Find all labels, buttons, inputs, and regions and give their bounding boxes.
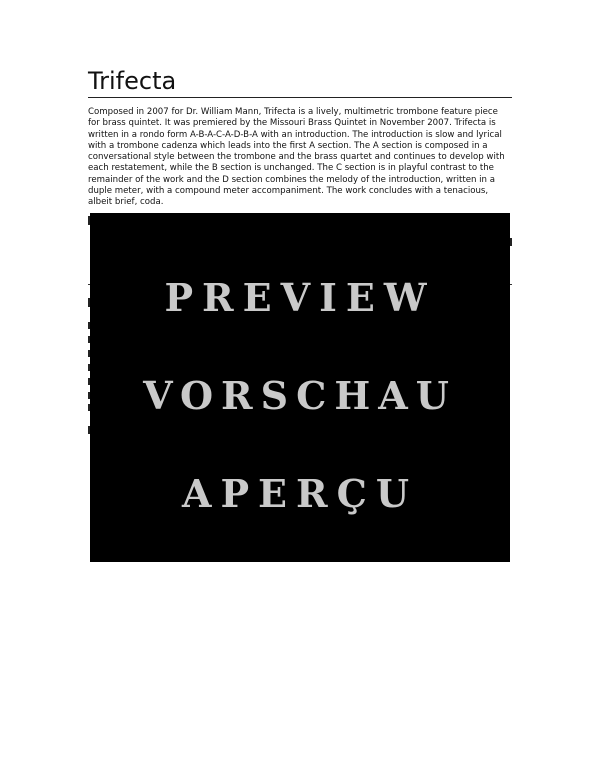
preview-watermark-overlay bbox=[90, 213, 510, 562]
page-title: Trifecta bbox=[88, 67, 177, 95]
watermark-line-apercu: APERÇU bbox=[182, 471, 418, 516]
title-divider bbox=[88, 97, 512, 98]
description-paragraph: Composed in 2007 for Dr. William Mann, Trifecta is a lively, multimetric trombone feature piece for brass quintet. It was premiered by the Missouri Brass Quintet in November 2007. Trifecta is written in a rondo form A-B-A-C-A-D-B-A with an introduction. The introduction is slow and lyrical with a trombone cadenza which leads into the first A section. The A section is composed in a conversational style between the trombone and the brass quartet and continues to develop with each restatement, while the B section is unchanged. The C section is in playful contrast to the remainder of the work and the D section combines the melody of the introduction, written in a duple meter, with a compound meter accompaniment. The work concludes with a tenacious, albeit brief, coda. bbox=[88, 107, 505, 208]
watermark-line-preview: PREVIEW bbox=[164, 275, 436, 320]
watermark-line-vorschau: VORSCHAU bbox=[143, 373, 457, 418]
